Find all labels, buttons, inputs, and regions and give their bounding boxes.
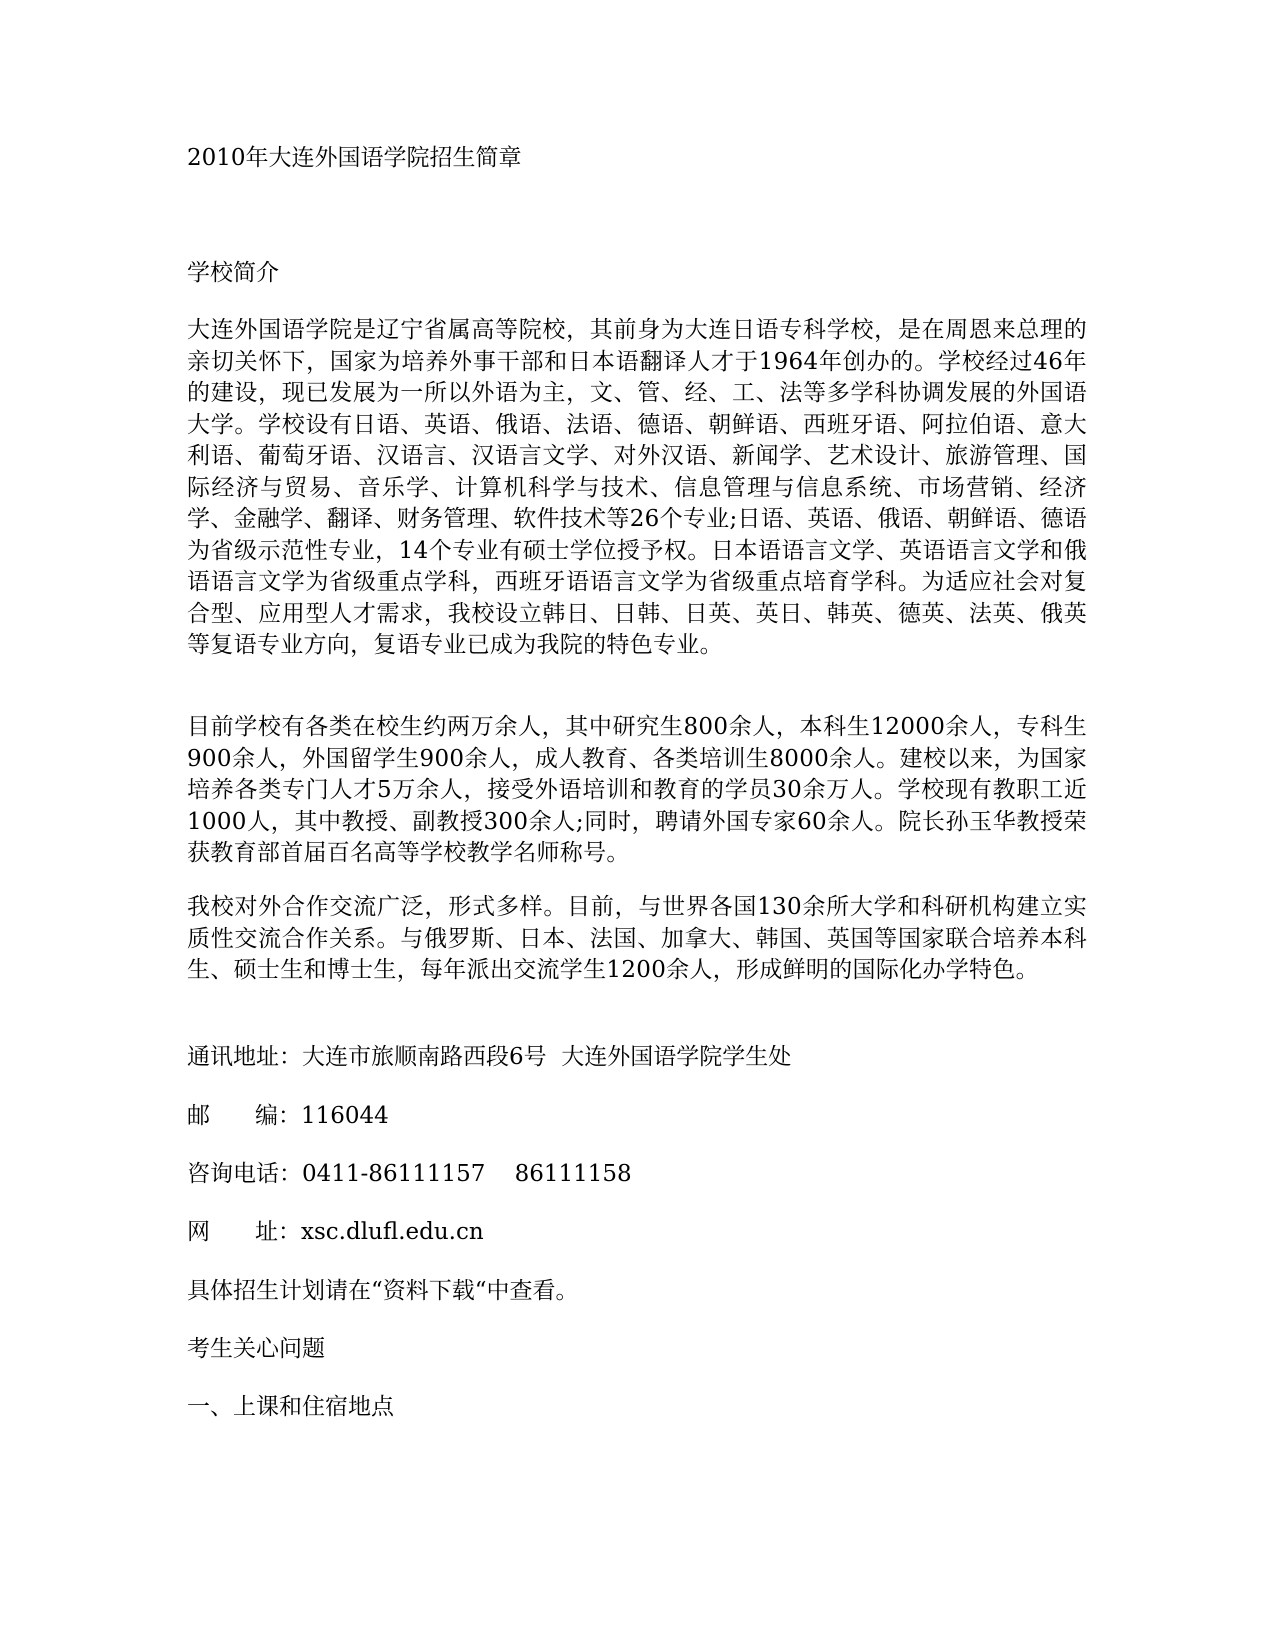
postcode-label-b: 编： [255,1103,301,1129]
intro-paragraph-2: 目前学校有各类在校生约两万余人，其中研究生800余人，本科生12000余人，专科生900余人，外国留学生900余人，成人教育、各类培训生8000余人。建校以来，为国家培养各类专门人才5万余人，接受外语培训和教育的学员30余万人。学校现有教职工近1000人，其中教授、副教授300余人;同时，聘请外国专家60余人。院长孙玉华教授荣获教育部首届百名高等学校教学名师称号。 [187,714,1087,866]
contact-website [187,1217,484,1247]
postcode-value: 116044 [301,1103,389,1129]
website-value: xsc.dlufl.edu.cn [301,1219,484,1245]
website-label-b: 址： [255,1219,301,1245]
contact-address [187,1042,791,1072]
phone-label: 咨询电话： [187,1161,302,1187]
postcode-label-a: 邮 [187,1103,210,1129]
faq-item-1: 一、上课和住宿地点 [187,1394,394,1420]
intro-paragraph-1: 大连外国语学院是辽宁省属高等院校，其前身为大连日语专科学校，是在周恩来总理的亲切关怀下，国家为培养外事干部和日本语翻译人才于1964年创办的。学校经过46年的建设，现已发展为一所以外语为主，文、管、经、工、法等多学科协调发展的外国语大学。学校设有日语、英语、俄语、法语、德语、朝鲜语、西班牙语、阿拉伯语、意大利语、葡萄牙语、汉语言、汉语言文学、对外汉语、新闻学、艺术设计、旅游管理、国际经济与贸易、音乐学、计算机科学与技术、信息管理与信息系统、市场营销、经济学、金融学、翻译、财务管理、软件技术等26个专业;日语、英语、俄语、朝鲜语、德语为省级示范性专业，14个专业有硕士学位授予权。日本语语言文学、英语语言文学和俄语语言文学为省级重点学科，西班牙语语言文学为省级重点培育学科。为适应社会对复合型、应用型人才需求，我校设立韩日、日韩、日英、英日、韩英、德英、法英、俄英等复语专业方向，复语专业已成为我院的特色专业。 [187,317,1088,658]
address-label: 通讯地址： [187,1044,302,1070]
contact-phone [187,1159,632,1189]
address-value: 大连市旅顺南路西段6号 大连外国语学院学生处 [302,1044,792,1070]
website-label-a: 网 [187,1219,210,1245]
intro-paragraph-3: 我校对外合作交流广泛，形式多样。目前，与世界各国130余所大学和科研机构建立实质性交流合作关系。与俄罗斯、日本、法国、加拿大、韩国、英国等国家联合培养本科生、硕士生和博士生，每年派出交流学生1200余人，形成鲜明的国际化办学特色。 [187,894,1087,983]
contact-postcode [187,1101,389,1131]
document-title: 2010年大连外国语学院招生简章 [187,145,522,171]
phone-value: 0411-86111157 86111158 [302,1161,632,1187]
section-heading-intro: 学校简介 [187,260,279,286]
section-heading-faq: 考生关心问题 [187,1336,325,1362]
enrollment-plan-note: 具体招生计划请在“资料下载“中查看。 [187,1278,579,1304]
